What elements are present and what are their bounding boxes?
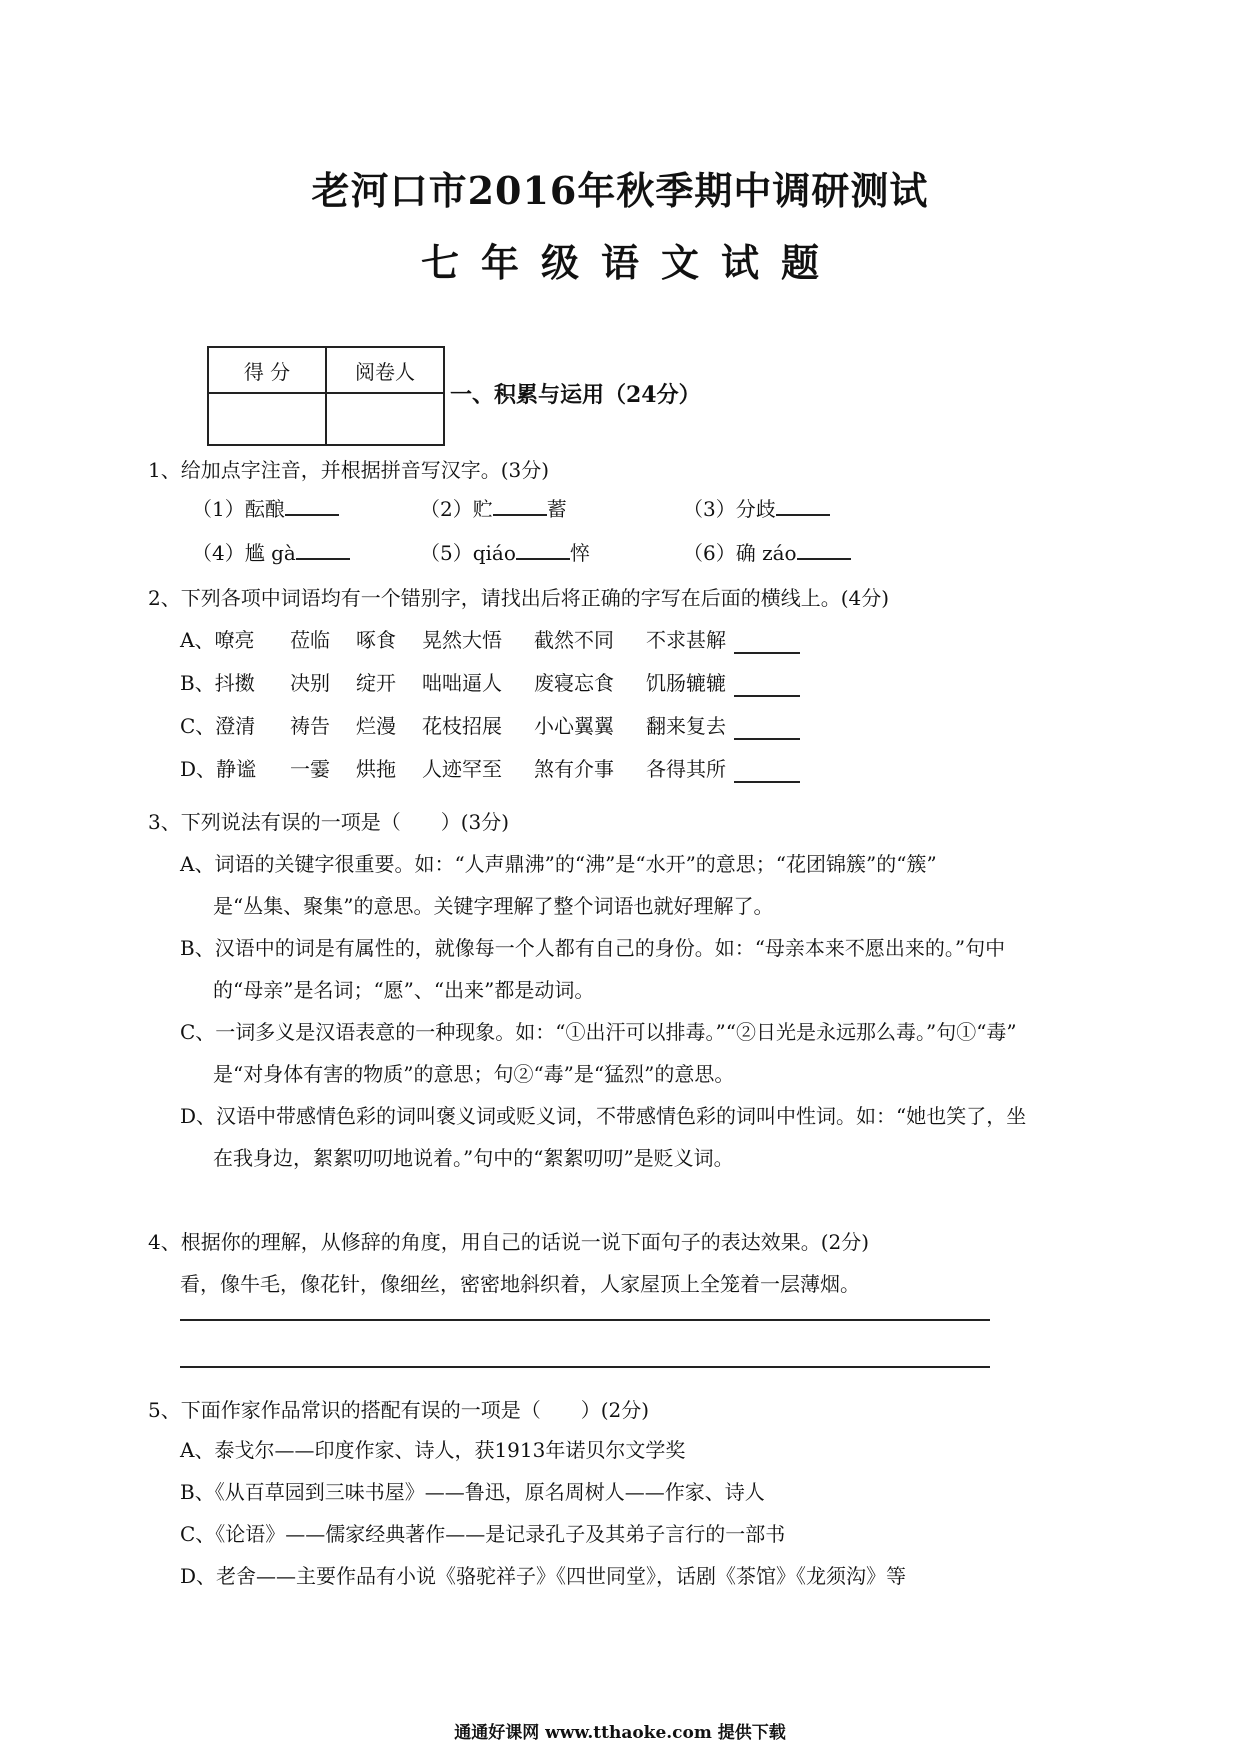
- answer-blank[interactable]: [734, 675, 800, 697]
- q3-stem: 3、下列说法有误的一项是（ ）(3分): [148, 810, 510, 834]
- q3-option-c: C、一词多义是汉语表意的一种现象。如：“①出汗可以排毒。”“②日光是永远那么毒。”句①“毒”: [180, 1020, 1017, 1044]
- score-cell[interactable]: [208, 393, 326, 445]
- q5-option-b: B、《从百草园到三味书屋》——鲁迅，原名周树人——作家、诗人: [180, 1480, 765, 1504]
- answer-blank[interactable]: [734, 718, 800, 740]
- q2-word: C、澄清: [180, 714, 256, 738]
- answer-blank[interactable]: [734, 761, 800, 783]
- answer-blank[interactable]: [797, 538, 851, 560]
- answer-line[interactable]: [180, 1319, 990, 1321]
- q3-option-b: B、汉语中的词是有属性的，就像每一个人都有自己的身份。如：“母亲本来不愿出来的。”句中: [180, 936, 1006, 960]
- q2-word: D、静谧: [180, 757, 257, 781]
- q5-option-d: D、老舍——主要作品有小说《骆驼祥子》《四世同堂》，话剧《茶馆》《龙须沟》等: [180, 1564, 907, 1588]
- q2-word: 啄食: [356, 628, 396, 652]
- q2-word: 咄咄逼人: [422, 671, 502, 695]
- q2-word: 祷告: [290, 714, 330, 738]
- q2-word: 决别: [290, 671, 330, 695]
- grader-header: 阅卷人: [326, 347, 444, 393]
- q1-item: （6）确 záo: [683, 538, 851, 567]
- q1-item: （2）贮 蓄: [420, 494, 567, 523]
- q2-word: 绽开: [356, 671, 396, 695]
- q3-option-c-cont: 是“对身体有害的物质”的意思；句②“毒”是“猛烈”的意思。: [213, 1062, 735, 1086]
- q2-word: 晃然大悟: [422, 628, 502, 652]
- answer-blank[interactable]: [493, 494, 547, 516]
- q2-word: 人迹罕至: [422, 757, 502, 781]
- q3-option-d-cont: 在我身边，絮絮叨叨地说着。”句中的“絮絮叨叨”是贬义词。: [213, 1146, 734, 1170]
- q2-word: 截然不同: [534, 628, 614, 652]
- q2-word: 煞有介事: [534, 757, 614, 781]
- score-header: 得 分: [208, 347, 326, 393]
- q4-sentence: 看，像牛毛，像花针，像细丝，密密地斜织着，人家屋顶上全笼着一层薄烟。: [180, 1272, 860, 1296]
- q2-word: 翻来复去: [646, 714, 726, 738]
- q2-word: 烂漫: [356, 714, 396, 738]
- q1-item: （1）酝酿: [192, 494, 339, 523]
- q2-word: 一霎: [290, 757, 330, 781]
- q3-option-a: A、词语的关键字很重要。如：“人声鼎沸”的“沸”是“水开”的意思；“花团锦簇”的“簇”: [180, 852, 937, 876]
- q2-word: 莅临: [290, 628, 330, 652]
- q2-word: A、嘹亮: [180, 628, 255, 652]
- q2-word: 饥肠辘辘: [646, 671, 726, 695]
- answer-blank[interactable]: [296, 538, 350, 560]
- q1-stem: 1、给加点字注音，并根据拼音写汉字。(3分): [148, 458, 550, 482]
- q5-stem: 5、下面作家作品常识的搭配有误的一项是（ ）(2分): [148, 1398, 650, 1422]
- q2-word: 废寝忘食: [534, 671, 614, 695]
- q1-item: （5）qiáo 悴: [420, 538, 590, 567]
- footer-credit: 通通好课网 www.tthaoke.com 提供下载: [454, 1723, 786, 1743]
- answer-blank[interactable]: [285, 494, 339, 516]
- q5-option-a: A、泰戈尔——印度作家、诗人，获1913年诺贝尔文学奖: [180, 1438, 686, 1462]
- q2-word: 不求甚解: [646, 628, 726, 652]
- q3-option-d: D、汉语中带感情色彩的词叫褒义词或贬义词，不带感情色彩的词叫中性词。如：“她也笑了，坐: [180, 1104, 1027, 1128]
- answer-line[interactable]: [180, 1366, 990, 1368]
- grader-cell[interactable]: [326, 393, 444, 445]
- q2-word: B、抖擞: [180, 671, 255, 695]
- answer-blank[interactable]: [516, 538, 570, 560]
- q2-word: 花枝招展: [422, 714, 502, 738]
- section-heading: 一、积累与运用（24分）: [450, 382, 701, 408]
- answer-blank[interactable]: [734, 632, 800, 654]
- q4-stem: 4、根据你的理解，从修辞的角度，用自己的话说一说下面句子的表达效果。(2分): [148, 1230, 870, 1254]
- exam-subtitle: 七年级语文试题: [420, 240, 841, 285]
- q3-option-a-cont: 是“丛集、聚集”的意思。关键字理解了整个词语也就好理解了。: [213, 894, 774, 918]
- q1-item: （4）尴 gà: [192, 538, 350, 567]
- q2-word: 各得其所: [646, 757, 726, 781]
- score-table: [207, 346, 445, 446]
- q5-option-c: C、《论语》——儒家经典著作——是记录孔子及其弟子言行的一部书: [180, 1522, 786, 1546]
- q1-item: （3）分歧: [683, 494, 830, 523]
- answer-blank[interactable]: [776, 494, 830, 516]
- q2-word: 烘拖: [356, 757, 396, 781]
- q3-option-b-cont: 的“母亲”是名词；“愿”、“出来”都是动词。: [213, 978, 595, 1002]
- exam-title: 老河口市2016年秋季期中调研测试: [311, 168, 929, 213]
- q2-stem: 2、下列各项中词语均有一个错别字，请找出后将正确的字写在后面的横线上。(4分): [148, 586, 890, 610]
- q2-word: 小心翼翼: [534, 714, 614, 738]
